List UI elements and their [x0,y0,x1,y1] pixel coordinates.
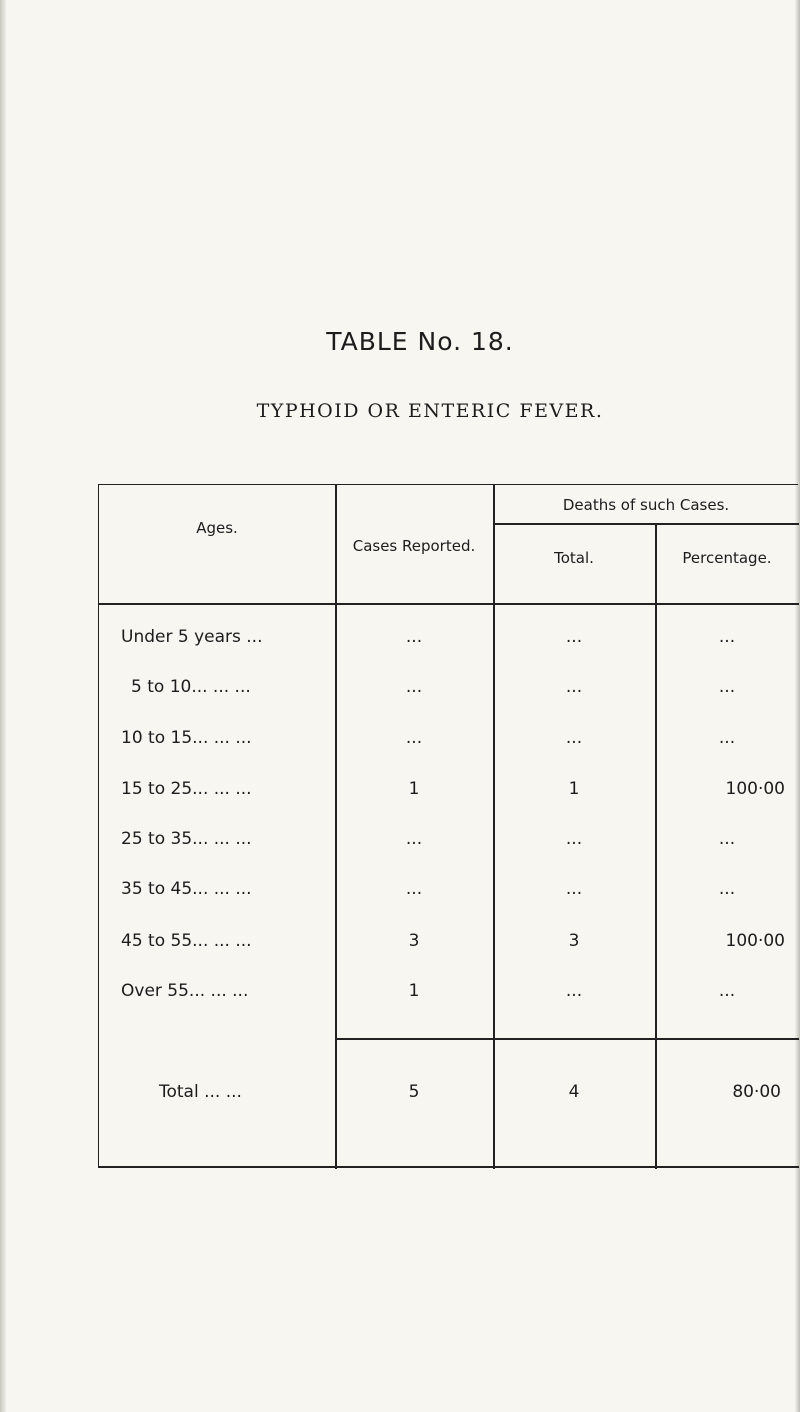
total-row-line [335,1038,799,1040]
row-total-value: 3 [568,931,580,951]
col-divider-cases [493,485,495,1169]
row-percentage-value: ... [718,879,736,899]
row-total-value: ... [565,677,583,697]
row-total-value: ... [565,627,583,647]
deaths-subheader-line [493,523,799,525]
row-percentage-value: ... [718,829,736,849]
total-row-label: Total ... ... [159,1082,242,1102]
header-ages: Ages. [196,519,238,537]
row-total-value: ... [565,981,583,1001]
page-left-edge [0,0,6,1412]
header-percentage: Percentage. [682,549,772,567]
row-percentage-value: ... [718,728,736,748]
col-divider-ages [335,485,337,1169]
row-total-value: ... [565,728,583,748]
row-percentage-value: ... [718,677,736,697]
row-age-label: 10 to 15... ... ... [121,728,252,748]
header-deaths-of-such-cases: Deaths of such Cases. [562,496,730,514]
total-cases-value: 5 [408,1082,420,1102]
row-age-label: 25 to 35... ... ... [121,829,252,849]
row-percentage-value: ... [718,981,736,1001]
row-cases-value: 1 [408,779,420,799]
row-cases-value: ... [405,677,423,697]
row-age-label: 45 to 55... ... ... [121,931,252,951]
row-cases-value: ... [405,627,423,647]
row-percentage-value: 100·00 [725,779,785,799]
row-total-value: ... [565,829,583,849]
row-cases-value: ... [405,728,423,748]
row-total-value: 1 [568,779,580,799]
typhoid-table [98,484,798,1168]
table-bottom-line [99,1166,799,1168]
total-percentage-value: 80·00 [732,1082,781,1102]
table-subtitle: TYPHOID OR ENTERIC FEVER. [256,400,604,422]
row-cases-value: 1 [408,981,420,1001]
table-title: TABLE No. 18. [326,327,514,356]
row-age-label: Under 5 years ... [121,627,263,647]
row-cases-value: ... [405,829,423,849]
row-cases-value: 3 [408,931,420,951]
row-percentage-value: 100·00 [725,931,785,951]
row-age-label: Over 55... ... ... [121,981,249,1001]
row-age-label: 5 to 10... ... ... [131,677,251,697]
row-total-value: ... [565,879,583,899]
header-total: Total. [554,549,594,567]
total-deaths-value: 4 [568,1082,580,1102]
row-age-label: 35 to 45... ... ... [121,879,252,899]
row-age-label: 15 to 25... ... ... [121,779,252,799]
header-cases-reported: Cases Reported. [352,537,476,555]
row-percentage-value: ... [718,627,736,647]
row-cases-value: ... [405,879,423,899]
header-bottom-line [99,603,799,605]
